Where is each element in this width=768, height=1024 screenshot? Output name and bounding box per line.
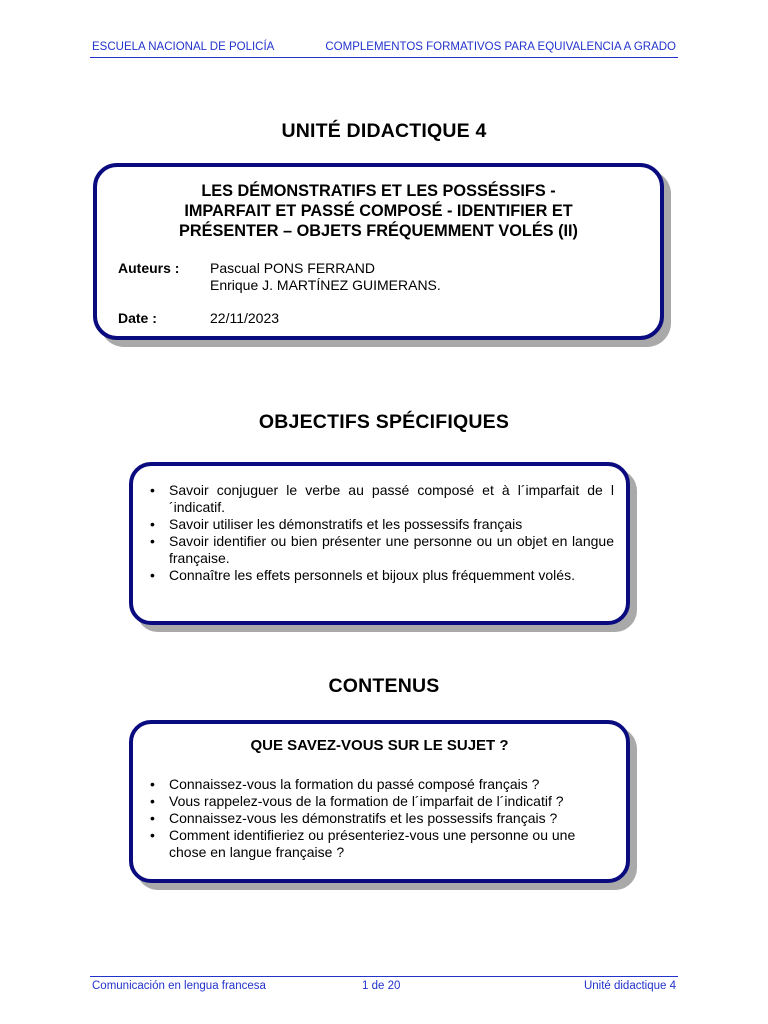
footer-right-text: Unité didactique 4 bbox=[583, 980, 676, 992]
list-item: • Savoir conjuguer le verbe au passé composé et à l´imparfait de l´indicatif. bbox=[148, 482, 614, 516]
author-name: Enrique J. MARTÍNEZ GUIMERANS. bbox=[210, 277, 441, 293]
objectives-box bbox=[129, 462, 630, 625]
header-left-text: ESCUELA NACIONAL DE POLICÍA bbox=[92, 41, 275, 53]
header-right-text: COMPLEMENTOS FORMATIVOS PARA EQUIVALENCIA A GRADO bbox=[325, 41, 676, 53]
document-title-line: PRÉSENTER – OBJETS FRÉQUEMMENT VOLÉS (II) bbox=[179, 222, 578, 240]
authors-label: Auteurs : bbox=[118, 260, 180, 276]
list-item: • Vous rappelez-vous de la formation de l´imparfait de l´indicatif ? bbox=[148, 793, 614, 810]
objectives-list bbox=[148, 482, 614, 584]
list-item: • Connaissez-vous les démonstratifs et les possessifs français ? bbox=[148, 810, 614, 827]
document-title-line: IMPARFAIT ET PASSÉ COMPOSÉ - IDENTIFIER ET bbox=[184, 202, 573, 220]
list-item: • Connaissez-vous la formation du passé composé français ? bbox=[148, 776, 614, 793]
authors-list bbox=[210, 260, 441, 294]
list-item: • Comment identifieriez ou présenteriez-vous une personne ou une chose en langue française ? bbox=[148, 827, 614, 861]
unit-title: UNITÉ DIDACTIQUE 4 bbox=[281, 120, 487, 142]
date-value: 22/11/2023 bbox=[210, 310, 280, 326]
contents-box-title: QUE SAVEZ-VOUS SUR LE SUJET ? bbox=[250, 737, 509, 754]
title-box bbox=[93, 163, 664, 340]
contents-heading: CONTENUS bbox=[328, 675, 440, 697]
page-header bbox=[90, 40, 678, 58]
footer-left-text: Comunicación en lengua francesa bbox=[92, 980, 266, 992]
page-number: 1 de 20 bbox=[362, 980, 401, 992]
contents-box bbox=[129, 720, 630, 883]
list-item: • Savoir utiliser les démonstratifs et les possessifs français bbox=[148, 516, 614, 533]
document-title-line: LES DÉMONSTRATIFS ET LES POSSÉSSIFS - bbox=[201, 182, 556, 200]
date-label: Date : bbox=[118, 310, 157, 326]
list-item: • Savoir identifier ou bien présenter une personne ou un objet en langue française. bbox=[148, 533, 614, 567]
document-title bbox=[127, 181, 630, 241]
author-name: Pascual PONS FERRAND bbox=[210, 260, 375, 276]
page-footer bbox=[90, 976, 678, 996]
objectives-heading: OBJECTIFS SPÉCIFIQUES bbox=[258, 411, 510, 433]
contents-list bbox=[148, 776, 614, 861]
list-item: • Connaître les effets personnels et bijoux plus fréquemment volés. bbox=[148, 567, 614, 584]
